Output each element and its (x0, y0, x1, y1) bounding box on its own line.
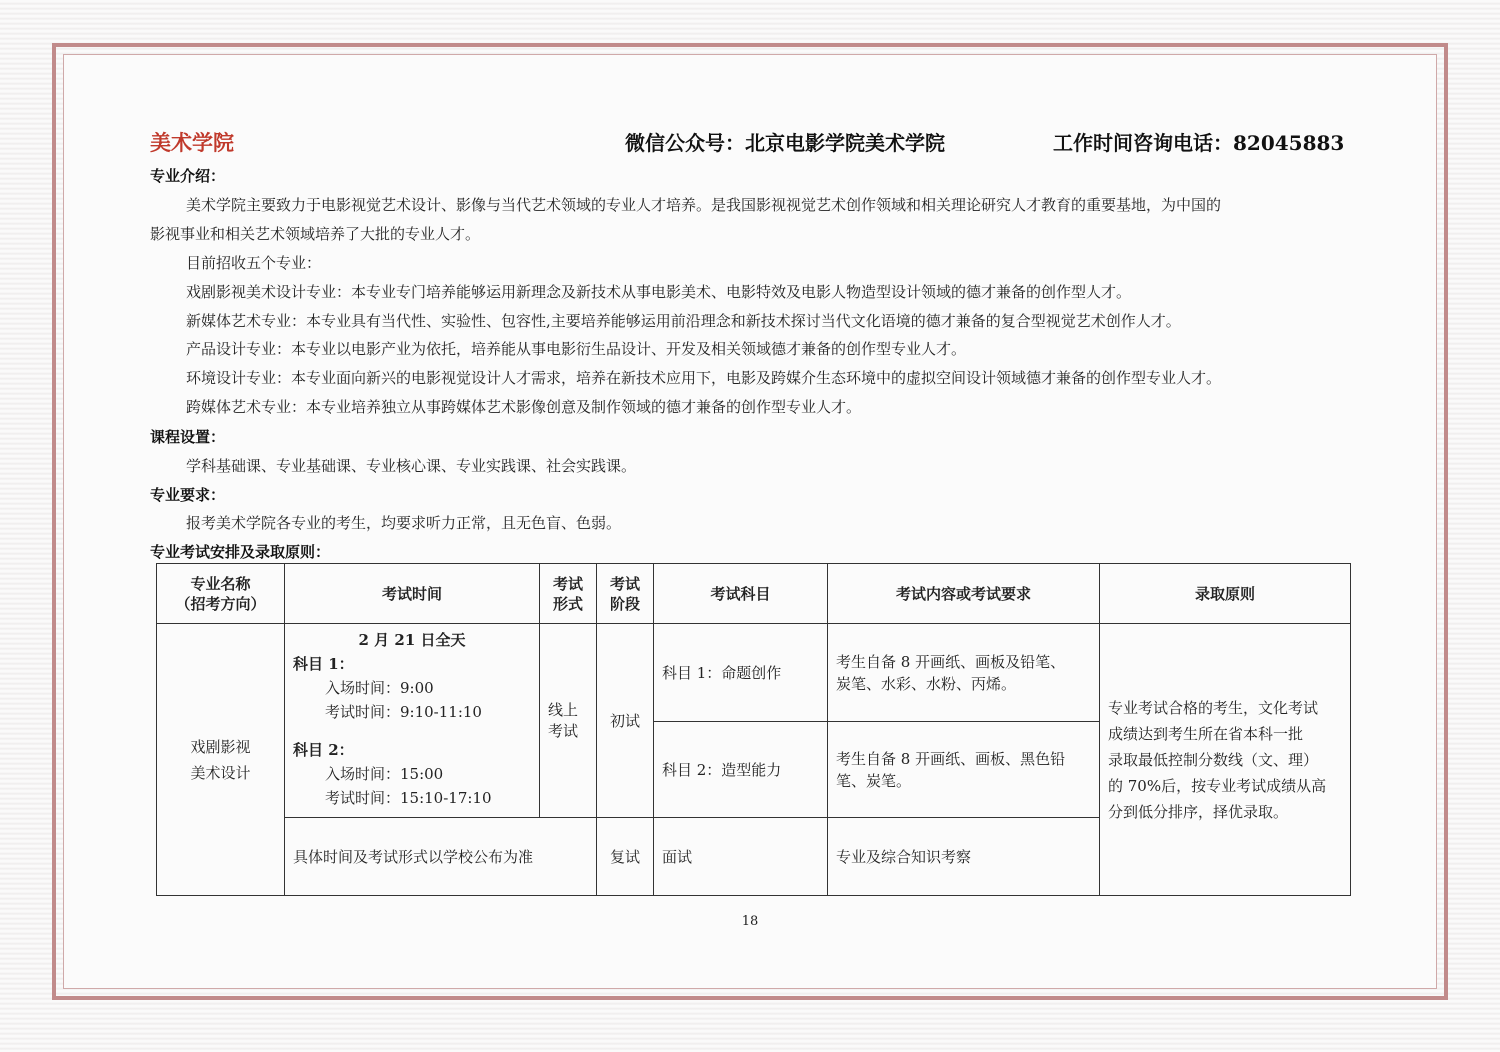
exam-form-cell (540, 624, 597, 818)
col-header-major (157, 564, 285, 624)
exam-time-cell (285, 624, 540, 818)
admission-line: 录取最低控制分数线（文、理） (1108, 750, 1319, 769)
courses-text: 学科基础课、专业基础课、专业核心课、专业实践课、社会实践课。 (186, 457, 637, 475)
intro-paragraph-line-2: 影视事业和相关艺术领域培养了大批的专业人才。 (150, 225, 481, 243)
subject1-exam-time: 考试时间：9:10-11:10 (325, 703, 482, 721)
content2-line2: 笔、炭笔。 (836, 771, 912, 790)
major-name-line2: 美术设计 (190, 763, 251, 782)
page-number: 18 (741, 914, 759, 929)
exam-form-line1: 线上 (548, 700, 579, 719)
subject2-label: 科目 2： (293, 741, 354, 759)
major-name-cell (157, 624, 285, 896)
major-item: 戏剧影视美术设计专业：本专业专门培养能够运用新理念及新技术从事电影美术、电影特效及电影人物造型设计领域的德才兼备的创作型人才。 (186, 283, 1132, 301)
col-header-admission: 录取原则 (1100, 564, 1351, 624)
requirements-text: 报考美术学院各专业的考生，均要求听力正常，且无色盲、色弱。 (186, 514, 622, 532)
subject2-entry-time: 入场时间：15:00 (325, 765, 444, 783)
stage-retest-cell: 复试 (597, 818, 654, 896)
subject2-cell: 科目 2：造型能力 (654, 722, 828, 818)
courses-heading: 课程设置： (150, 428, 226, 446)
major-item: 新媒体艺术专业：本专业具有当代性、实验性、包容性,主要培养能够运用前沿理念和新技术探讨当代文化语境的德才兼备的复合型视觉艺术创作人才。 (186, 312, 1181, 330)
subject2-exam-time: 考试时间：15:10-17:10 (325, 789, 492, 807)
content1-line2: 炭笔、水彩、水粉、丙烯。 (836, 674, 1017, 693)
page-header (150, 127, 1350, 157)
exam-day: 2 月 21 日全天 (358, 631, 466, 649)
stage-initial-cell: 初试 (597, 624, 654, 818)
admission-principle-cell (1100, 624, 1351, 896)
major-name-line1: 戏剧影视 (190, 737, 251, 756)
exam-heading: 专业考试安排及录取原则： (150, 543, 331, 561)
subject1-label: 科目 1： (293, 655, 354, 673)
admission-line: 专业考试合格的考生，文化考试 (1108, 698, 1319, 717)
intro-majors-lead: 目前招收五个专业： (186, 254, 322, 272)
content2-cell (828, 722, 1100, 818)
intro-paragraph-line-1: 美术学院主要致力于电影视觉艺术设计、影像与当代艺术领域的专业人才培养。是我国影视视觉艺术创作领域和相关理论研究人才教育的重要基地，为中国的 (186, 196, 1222, 214)
exam-schedule-table (156, 563, 1351, 896)
retest-content-cell: 专业及综合知识考察 (828, 818, 1100, 896)
col-header-subject: 考试科目 (654, 564, 828, 624)
col-header-major-line1: 专业名称 (190, 574, 251, 593)
content1-cell (828, 624, 1100, 722)
requirements-heading: 专业要求： (150, 486, 226, 504)
major-item: 跨媒体艺术专业：本专业培养独立从事跨媒体艺术影像创意及制作领域的德才兼备的创作型专业人才。 (186, 398, 862, 416)
col-header-form (540, 564, 597, 624)
col-header-form-line1: 考试 (552, 574, 583, 593)
admission-line: 成绩达到考生所在省本科一批 (1108, 724, 1304, 743)
content1-line1: 考生自备 8 开画纸、画板及铅笔、 (836, 652, 1066, 671)
exam-form-line2: 考试 (548, 721, 579, 740)
subject1-entry-time: 入场时间：9:00 (325, 679, 434, 697)
hotline-number: 工作时间咨询电话：82045883 (1053, 131, 1345, 155)
admission-line: 的 70%后，按专业考试成绩从高 (1108, 776, 1327, 795)
col-header-stage-line2: 阶段 (609, 594, 640, 613)
col-header-content: 考试内容或考试要求 (828, 564, 1100, 624)
table-header-row (157, 564, 1351, 624)
major-item: 环境设计专业：本专业面向新兴的电影视觉设计人才需求，培养在新技术应用下，电影及跨媒介生态环境中的虚拟空间设计领域德才兼备的创作型专业人才。 (186, 369, 1222, 387)
subject1-cell: 科目 1：命题创作 (654, 624, 828, 722)
content2-line1: 考生自备 8 开画纸、画板、黑色铅 (836, 749, 1066, 768)
intro-heading: 专业介绍： (150, 167, 226, 185)
college-title: 美术学院 (150, 130, 234, 155)
retest-time-cell: 具体时间及考试形式以学校公布为准 (285, 818, 597, 896)
retest-subject-cell: 面试 (654, 818, 828, 896)
col-header-major-line2: （招考方向） (175, 594, 266, 613)
admission-line: 分到低分排序，择优录取。 (1108, 802, 1289, 821)
wechat-account: 微信公众号：北京电影学院美术学院 (625, 131, 945, 155)
col-header-stage-line1: 考试 (609, 574, 640, 593)
major-item: 产品设计专业：本专业以电影产业为依托，培养能从事电影衍生品设计、开发及相关领域德才兼备的创作型专业人才。 (186, 340, 967, 358)
col-header-time: 考试时间 (285, 564, 540, 624)
col-header-stage (597, 564, 654, 624)
col-header-form-line2: 形式 (552, 594, 583, 613)
table-row (157, 624, 1351, 722)
